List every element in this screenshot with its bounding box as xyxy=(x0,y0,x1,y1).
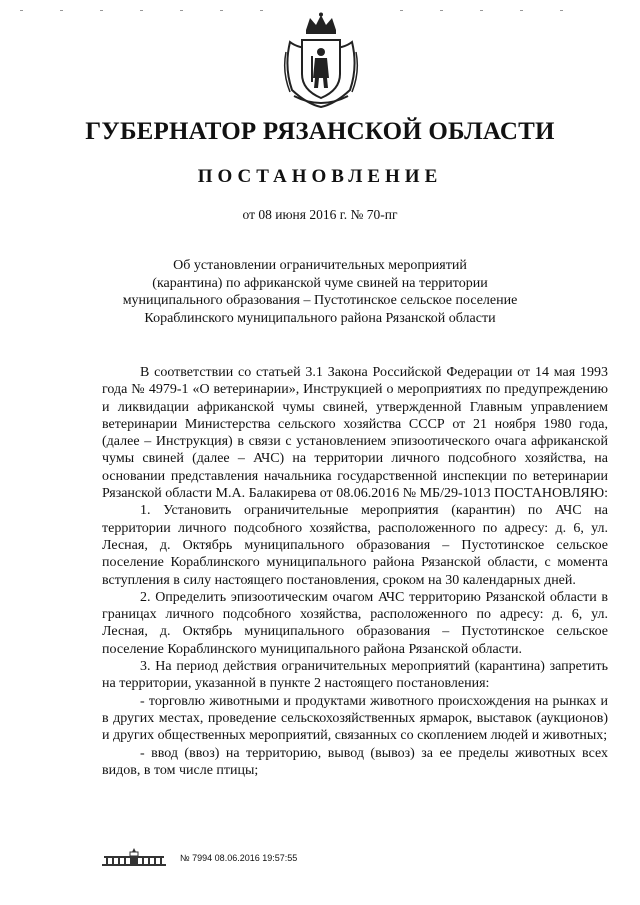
subject-line: Кораблинского муниципального района Рязанской области xyxy=(144,310,496,326)
subject-line: Об установлении ограничительных мероприятий xyxy=(173,258,467,273)
subject-line: муниципального образования – Пустотинское сельское поселение xyxy=(122,293,518,308)
government-building-icon xyxy=(100,847,168,867)
document-body xyxy=(102,364,608,779)
registration-footer xyxy=(100,847,400,869)
clause-3-item: - ввод (ввоз) на территорию, вывод (вывоз) за ее пределы животных всех видов, в том числе птицы; xyxy=(102,745,608,778)
document-subject xyxy=(100,257,540,327)
issuer-title: ГУБЕРНАТОР РЯЗАНСКОЙ ОБЛАСТИ xyxy=(85,118,555,145)
document-date: от 08 июня 2016 г. № 70-пг xyxy=(242,207,398,222)
clause-3-item: - торговлю животными и продуктами животного происхождения на рынках и в других местах, проведение сельскохозяйственных ярмарок, выставок (аукционов) и других общественных мероприятий, связанных со скоплением людей и животных; xyxy=(102,693,608,744)
clause-3: 3. На период действия ограничительных мероприятий (карантина) запретить на территории, указанной в пункте 2 настоящего постановления: xyxy=(102,659,608,692)
clause-1: 1. Установить ограничительные мероприятия (карантин) по АЧС на территории личного подсобного хозяйства, расположенного по адресу: д. 6, ул. Лесная, д. Октябрь муниципального образования – Пустотинское сельское поселение Кораблинского муниципального района Рязанской области, с момента вступления в силу настоящего постановления, сроком на 30 календарных дней. xyxy=(102,503,608,588)
clause-2: 2. Определить эпизоотическим очагом АЧС территорию Рязанской области в границах личного подсобного хозяйства, расположенного по адресу: д. 6, ул. Лесная, д. Октябрь муниципального образования – Пустотинское сельское поселение Кораблинского муниципального района Рязанской области. xyxy=(102,589,608,657)
subject-line: (карантина) по африканской чуме свиней на территории xyxy=(152,275,488,291)
document-type: ПОСТАНОВЛЕНИЕ xyxy=(197,166,443,187)
preamble-paragraph: В соответствии со статьей 3.1 Закона Российской Федерации от 14 мая 1993 года № 4979-1 «О ветеринарии», Инструкцией о мероприятиях по предупреждению и ликвидации африканской чумы свиней, утвержденной Главным управлением ветеринарии Министерства сельского хозяйства СССР от 21 ноября 1980 года, (далее – Инструкция) в связи с установлением эпизоотического очага африканской чумы свиней (далее – АЧС) на территории личного подсобного хозяйства, на основании представления начальника государственной инспекции по ветеринарии Рязанской области М.А. Балакирева от 08.06.2016 № МБ/29-1013 ПОСТАНОВЛЯЮ: xyxy=(102,365,608,502)
registration-stamp: № 7994 08.06.2016 19:57:55 xyxy=(180,853,298,863)
ryazan-coat-of-arms-icon xyxy=(282,12,360,108)
